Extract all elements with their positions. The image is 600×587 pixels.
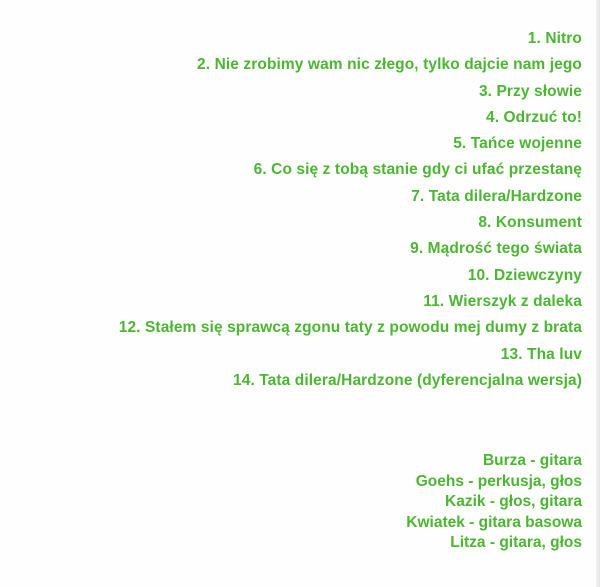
band-credits (406, 451, 582, 554)
tracklist (119, 26, 582, 394)
track-item: 6. Co się z tobą stanie gdy ci ufać przestanę (253, 161, 582, 179)
page-edge-shadow (596, 0, 600, 587)
credit-item: Burza - gitara (482, 452, 582, 469)
credit-item: Goehs - perkusja, głos (415, 472, 582, 490)
track-item: 5. Tańce wojenne (453, 135, 582, 153)
track-item: 12. Stałem się sprawcą zgonu taty z powodu mej dumy z brata (118, 319, 582, 337)
track-item: 9. Mądrość tego świata (410, 240, 582, 258)
credit-item: Kwiatek - gitara basowa (406, 513, 582, 531)
track-item: 8. Konsument (478, 214, 582, 232)
track-item: 4. Odrzuć to! (485, 108, 582, 126)
track-item: 3. Przy słowie (478, 82, 582, 100)
track-item: 11. Wierszyk z daleka (423, 292, 582, 310)
credit-item: Litza - gitara, głos (450, 534, 582, 551)
track-item: 1. Nitro (527, 30, 582, 47)
track-item: 10. Dziewczyny (467, 266, 582, 284)
track-item: 13. Tha luv (500, 345, 582, 363)
track-item: 2. Nie zrobimy wam nic złego, tylko dajcie nam jego (197, 56, 582, 74)
track-item: 14. Tata dilera/Hardzone (dyferencjalna wersja) (233, 371, 582, 389)
credit-item: Kazik - głos, gitara (445, 493, 582, 510)
track-item: 7. Tata dilera/Hardzone (411, 187, 582, 205)
